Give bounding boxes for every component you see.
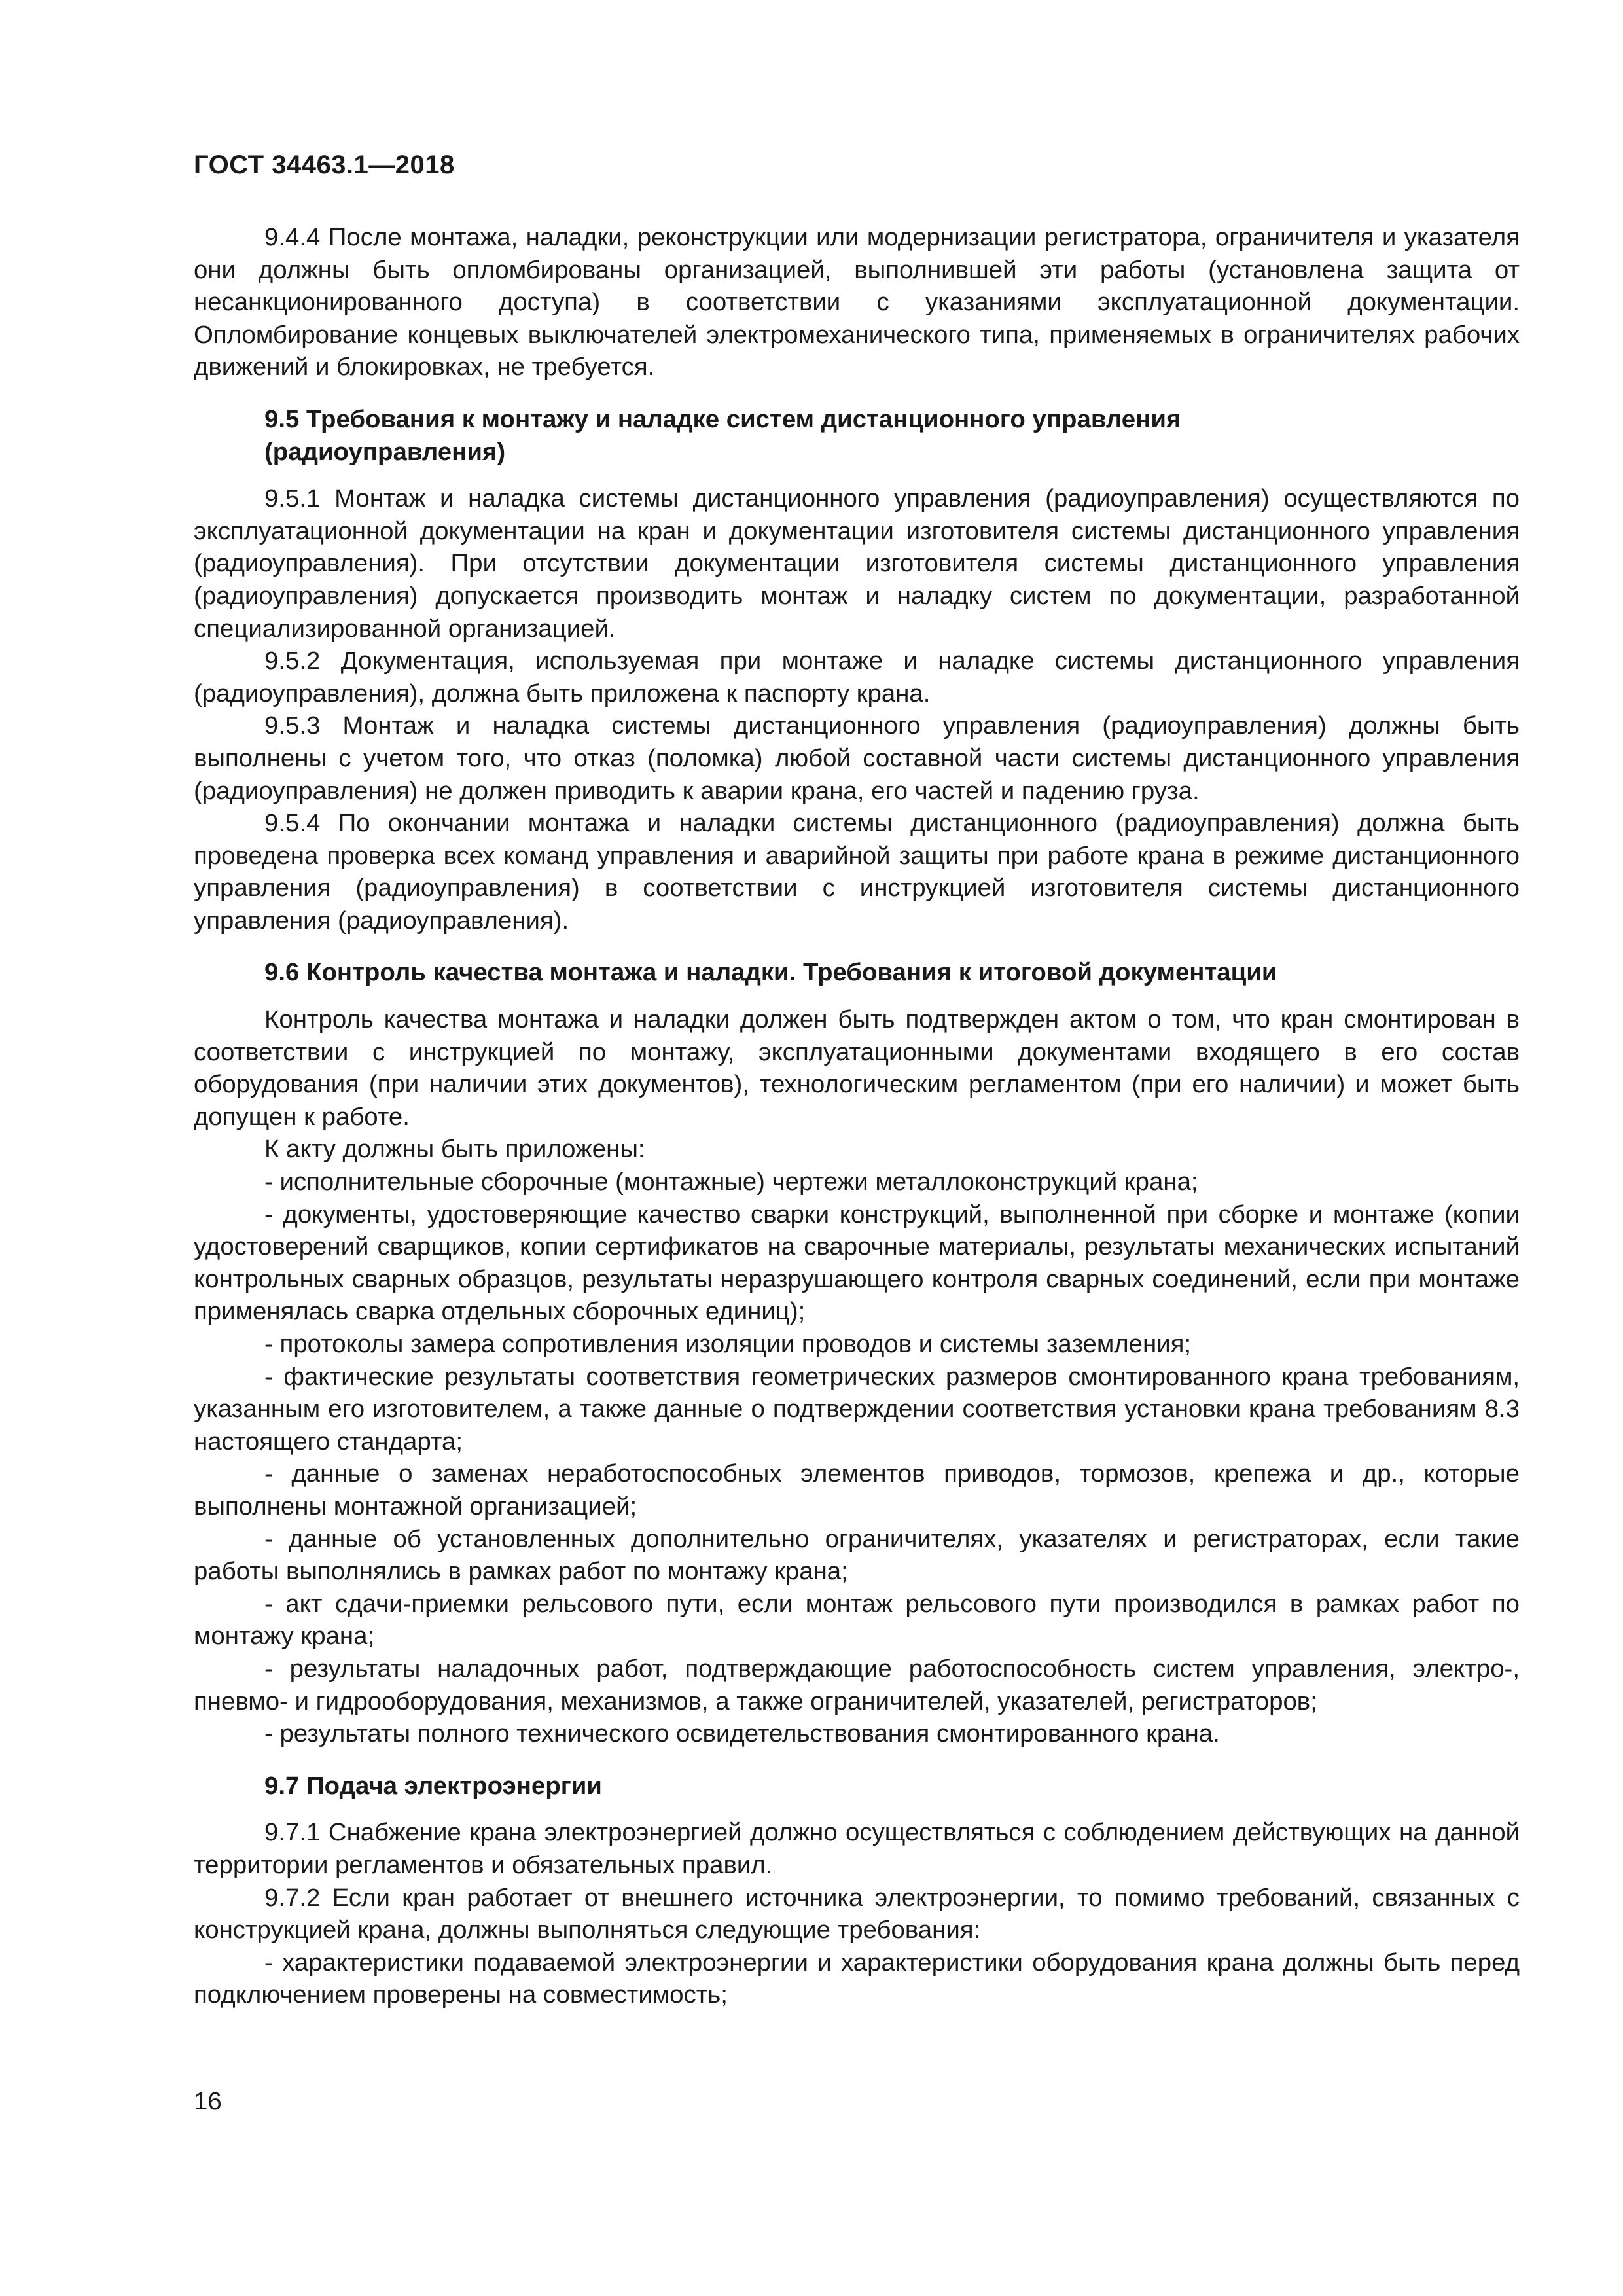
list-item: - протоколы замера сопротивления изоляции проводов и системы заземления; — [264, 1330, 1192, 1358]
list-item: - данные об установленных дополнительно ограничителях, указателях и регистраторах, если такие работы выполнялись в рамках работ по монтажу крана; — [194, 1524, 1520, 1586]
paragraph-9-7-2: 9.7.2 Если кран работает от внешнего источника электроэнергии, то помимо требований, связанных с конструкцией крана, должны выполняться следующие требования: — [194, 1883, 1520, 1945]
paragraph-9-5-2: 9.5.2 Документация, используемая при монтаже и наладке системы дистанционного управления (радиоуправления), должна быть приложена к паспорту крана. — [194, 647, 1520, 708]
list-item: - фактические результаты соответствия геометрических размеров смонтированного крана требованиям, указанным его изготовителем, а также данные о подтверждении соответствия установки крана требованиям 8.3 настоящего стандарта; — [194, 1362, 1520, 1456]
paragraph-9-5-3: 9.5.3 Монтаж и наладка системы дистанционного управления (радиоуправления) должны быть выполнены с учетом того, что отказ (поломка) любой составной части системы дистанционного управления (радиоуправления) не должен приводить к аварии крана, его частей и падению груза. — [194, 711, 1520, 805]
document-header: ГОСТ 34463.1—2018 — [194, 151, 455, 179]
page-number: 16 — [194, 2087, 222, 2115]
heading-9-5: 9.5 Требования к монтажу и наладке систем дистанционного управления (радиоуправления) — [264, 404, 1181, 466]
paragraph-9-5-4: 9.5.4 По окончании монтажа и наладки системы дистанционного (радиоуправления) должна быть проведена проверка всех команд управления и аварийной защиты при работе крана в режиме дистанционного управления (радиоуправления) в соответствии с инструкцией изготовителя системы дистанционного управления (радиоуправления). — [194, 809, 1520, 935]
list-item: - акт сдачи-приемки рельсового пути, если монтаж рельсового пути производился в рамках работ по монтажу крана; — [194, 1589, 1520, 1651]
list-item: - данные о заменах неработоспособных элементов приводов, тормозов, крепежа и др., которые выполнены монтажной организацией; — [194, 1460, 1520, 1520]
list-item: - документы, удостоверяющие качество сварки конструкций, выполненной при сборке и монтаже (копии удостоверений сварщиков, копии сертификатов на сварочные материалы, результаты механических испытаний контрольных сварных образцов, результаты неразрушающего контроля сварных соединений, если при монтаже применялась сварка отдельных сборочных единиц); — [194, 1200, 1520, 1326]
list-item: - характеристики подаваемой электроэнергии и характеристики оборудования крана должны быть перед подключением проверены на совместимость; — [194, 1948, 1520, 2009]
paragraph-9-6-intro: Контроль качества монтажа и наладки должен быть подтвержден актом о том, что кран смонтирован в соответствии с инструкцией по монтажу, эксплуатационными документами входящего в его состав оборудования (при наличии этих документов), технологическим регламентом (при его наличии) и может быть допущен к работе. — [194, 1005, 1520, 1131]
document-body — [194, 221, 1520, 2011]
paragraph-9-7-1: 9.7.1 Снабжение крана электроэнергией должно осуществляться с соблюдением действующих на данной территории регламентов и обязательных правил. — [194, 1818, 1520, 1879]
paragraph-9-5-1: 9.5.1 Монтаж и наладка системы дистанционного управления (радиоуправления) осуществляются по эксплуатационной документации на кран и документации изготовителя системы дистанционного управления (радиоуправления). При отсутствии документации изготовителя системы дистанционного управления (радиоуправления) допускается производить монтаж и наладку систем по документации, разработанной специализированной организацией. — [194, 484, 1520, 643]
list-item: - исполнительные сборочные (монтажные) чертежи металлоконструкций крана; — [264, 1168, 1198, 1196]
heading-9-7: 9.7 Подача электроэнергии — [264, 1771, 602, 1800]
document-page — [194, 0, 1520, 2296]
list-item: - результаты наладочных работ, подтверждающие работоспособность систем управления, электро-, пневмо- и гидрооборудования, механизмов, а также ограничителей, указателей, регистраторов; — [194, 1654, 1520, 1715]
list-item: - результаты полного технического освидетельствования смонтированного крана. — [264, 1719, 1220, 1748]
paragraph-9-6-attachments: К акту должны быть приложены: — [264, 1135, 645, 1164]
paragraph-9-4-4: 9.4.4 После монтажа, наладки, реконструкции или модернизации регистратора, ограничителя и указателя они должны быть опломбированы организацией, выполнившей эти работы (установлена защита от несанкционированного доступа) в соответствии с указаниями эксплуатационной документации. Опломбирование концевых выключателей электромеханического типа, применяемых в ограничителях рабочих движений и блокировках, не требуется. — [194, 223, 1520, 382]
heading-9-6: 9.6 Контроль качества монтажа и наладки. Требования к итоговой документации — [264, 958, 1277, 987]
